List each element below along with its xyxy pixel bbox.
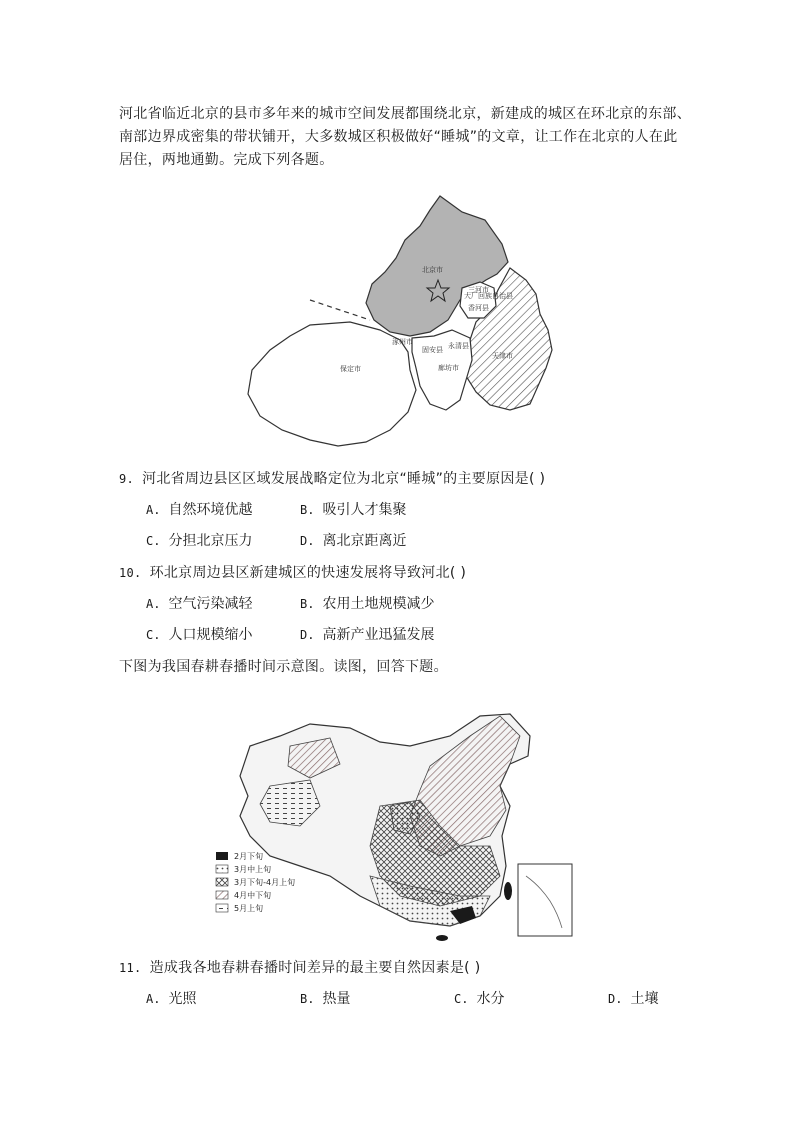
china-spring-planting-map	[210, 706, 580, 942]
legend-item-2: 3月中上旬	[234, 865, 272, 874]
label-beijing: 北京市	[422, 266, 443, 274]
intro-line-2: 南部边界成密集的带状铺开，大多数城区积极做好“睡城”的文章，让工作在北京的人在此	[119, 129, 678, 145]
q11-option-b[interactable]: B. 热量	[300, 991, 351, 1007]
question-9-number: 9.	[119, 472, 135, 486]
south-sea-inset	[518, 864, 572, 936]
q9-option-d[interactable]: D. 离北京距离近	[300, 533, 407, 549]
q9-option-c[interactable]: C. 分担北京压力	[146, 533, 253, 549]
legend-swatch-1	[216, 852, 228, 860]
question-11-number: 11.	[119, 961, 142, 975]
question-10-number: 10.	[119, 566, 142, 580]
hainan-island	[436, 935, 448, 941]
label-dachang: 大厂回族自治县	[464, 292, 513, 300]
beijing-region-map	[240, 190, 560, 452]
label-yongqing: 永清县	[448, 342, 469, 350]
intro-line-3: 居住，两地通勤。完成下列各题。	[119, 152, 334, 168]
legend-swatch-5	[216, 904, 228, 912]
label-langfang: 廊坊市	[438, 364, 459, 372]
q10-option-b[interactable]: B. 农用土地规模减少	[300, 596, 435, 612]
label-tianjin: 天津市	[492, 352, 513, 360]
question-10	[119, 562, 466, 582]
legend-item-4: 4月中下旬	[234, 891, 272, 900]
baoding-area	[248, 322, 416, 446]
legend-item-1: 2月下旬	[234, 852, 264, 861]
question-10-text: 环北京周边县区新建城区的快速发展将导致河北( )	[149, 565, 467, 581]
question-9	[119, 468, 545, 488]
legend-swatch-2	[216, 865, 228, 873]
intro-2: 下图为我国春耕春播时间示意图。读图，回答下题。	[119, 659, 448, 675]
legend-swatch-4	[216, 891, 228, 899]
intro-paragraph	[119, 103, 689, 171]
q11-option-d[interactable]: D. 土壤	[608, 991, 659, 1007]
q11-option-a[interactable]: A. 光照	[146, 991, 197, 1007]
question-11-text: 造成我各地春耕春播时间差异的最主要自然因素是( )	[149, 960, 481, 976]
legend-item-5: 5月上旬	[234, 904, 264, 913]
q11-option-c[interactable]: C. 水分	[454, 991, 505, 1007]
question-9-text: 河北省周边县区区域发展战略定位为北京“睡城”的主要原因是( )	[142, 471, 546, 487]
label-sanhe: 三河市	[468, 286, 489, 294]
dashed-boundary	[310, 300, 370, 320]
legend-item-3: 3月下旬-4月上旬	[234, 878, 296, 887]
legend-swatch-3	[216, 878, 228, 886]
question-11	[119, 957, 480, 977]
q9-option-b[interactable]: B. 吸引人才集聚	[300, 502, 407, 518]
label-guan: 固安县	[422, 346, 443, 354]
intro-line-1: 河北省临近北京的县市多年来的城市空间发展都围绕北京，新建成的城区在环北京的东部、	[119, 106, 691, 122]
q10-option-c[interactable]: C. 人口规模缩小	[146, 627, 253, 643]
label-xianghe: 香河县	[468, 304, 489, 312]
q9-option-a[interactable]: A. 自然环境优越	[146, 502, 253, 518]
label-zhuozhou: 涿州市	[392, 338, 413, 346]
taiwan-island	[504, 882, 512, 900]
q10-option-d[interactable]: D. 高新产业迅猛发展	[300, 627, 435, 643]
q10-option-a[interactable]: A. 空气污染减轻	[146, 596, 253, 612]
label-baoding: 保定市	[340, 365, 361, 373]
